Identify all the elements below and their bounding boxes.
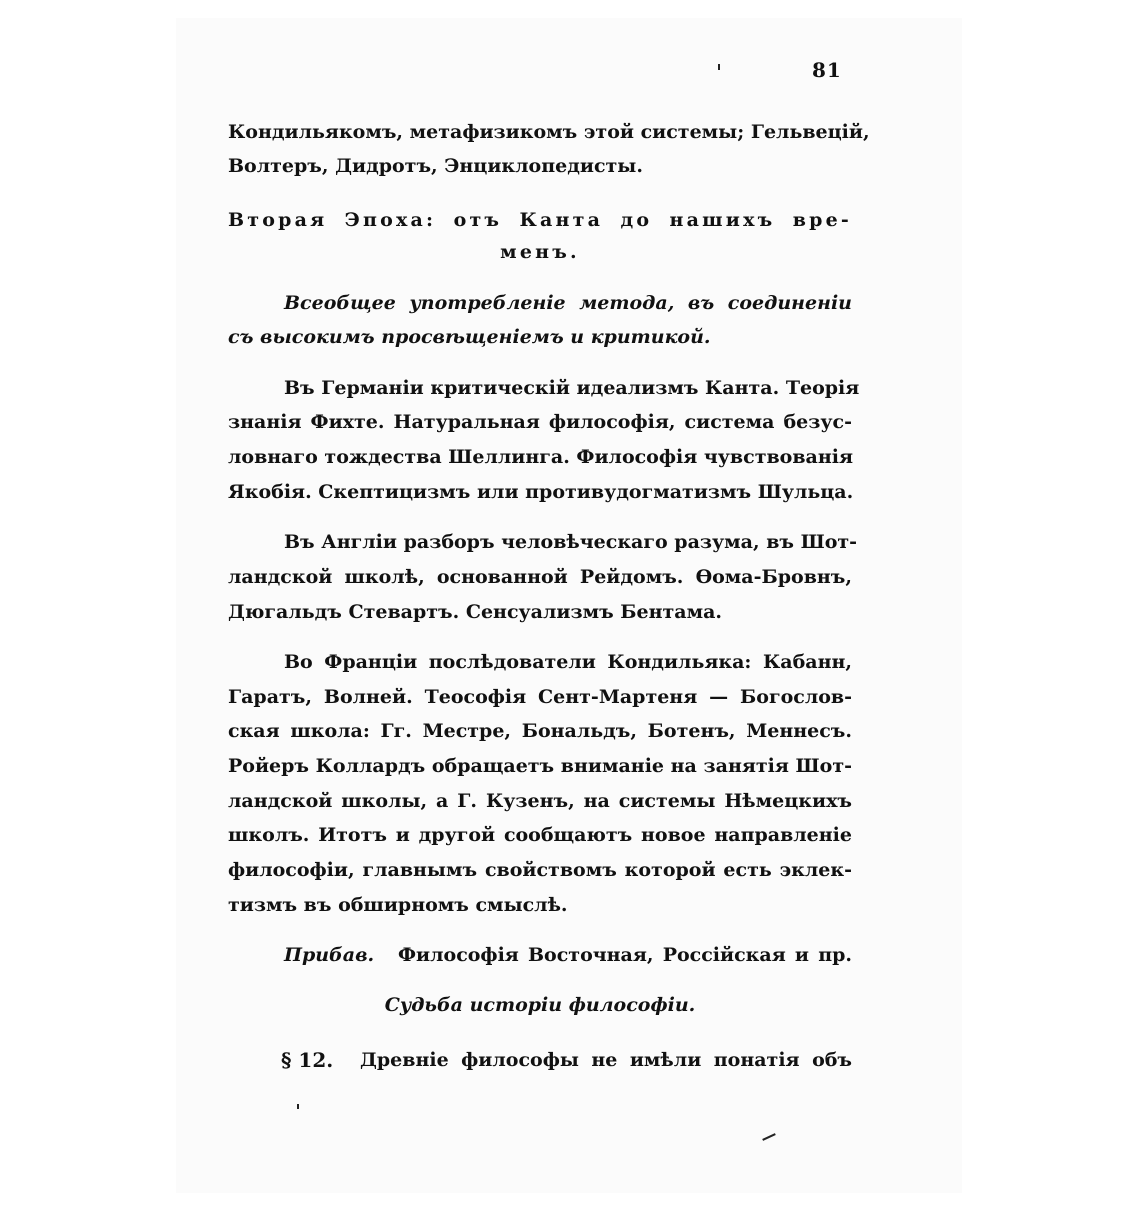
paragraph-line: знанія Фихте. Натуральная философія, система безус-: [228, 411, 852, 433]
paragraph-line: Ройеръ Коллардъ обращаетъ вниманіе на занятія Шот-: [228, 755, 852, 777]
addendum-label: [284, 943, 374, 967]
section-heading: Вторая Эпоха: отъ Канта до нашихъ вре-: [228, 209, 852, 231]
section-subtitle: съ высокимъ просвѣщеніемъ и критикой.: [228, 326, 711, 348]
section-title: Судьба исторіи философіи.: [384, 994, 696, 1016]
paragraph-line: Якобія. Скептицизмъ или противудогматизмъ Шульца.: [228, 481, 854, 503]
paragraph-line: Во Франціи послѣдователи Кондильяка: Кабанн,: [284, 651, 852, 673]
paragraph-line: Древніе философы не имѣли понатія объ: [360, 1049, 852, 1071]
paragraph-line: Дюгальдъ Стевартъ. Сенсуализмъ Бентама.: [228, 601, 723, 623]
section-subtitle: Всеобщее употребленіе метода, въ соединеніи: [284, 292, 852, 314]
text-line: Волтеръ, Дидротъ, Энциклопедисты.: [228, 155, 643, 177]
paragraph-line: Въ Германіи критическій идеализмъ Канта. Теорія: [284, 377, 860, 399]
addendum-abbrev: Прибав.: [284, 944, 375, 966]
paragraph-line: Гаратъ, Волней. Теософія Сент-Мартеня — Богослов-: [228, 686, 852, 708]
paragraph-line: тизмъ въ обширномъ смыслѣ.: [228, 894, 568, 916]
print-speck: [297, 1104, 299, 1109]
paragraph-line: ландской школы, а Г. Кузенъ, на системы Нѣмецкихъ: [228, 790, 852, 812]
paragraph-line: ловнаго тождества Шеллинга. Философія чувствованія: [228, 446, 854, 468]
paragraph-line: ская школа: Гг. Местре, Бональдъ, Ботенъ, Меннесъ.: [228, 720, 852, 742]
addendum-text: Философія Восточная, Россійская и пр.: [398, 944, 852, 966]
text-line: Кондильякомъ, метафизикомъ этой системы; Гельвецій,: [228, 121, 870, 143]
paragraph-mark: § 12.: [281, 1048, 334, 1072]
paragraph-line: ландской школѣ, основанной Рейдомъ. Ѳома-Бровнъ,: [228, 566, 852, 588]
paragraph-line: философіи, главнымъ свойствомъ которой есть эклек-: [228, 859, 852, 881]
paragraph-line: школъ. Итотъ и другой сообщаютъ новое направленіе: [228, 824, 852, 846]
page-number: 81: [812, 58, 842, 82]
print-speck: [718, 64, 720, 70]
section-heading: менъ.: [500, 241, 580, 263]
paragraph-line: Въ Англіи разборъ человѣческаго разума, въ Шот-: [284, 531, 858, 553]
